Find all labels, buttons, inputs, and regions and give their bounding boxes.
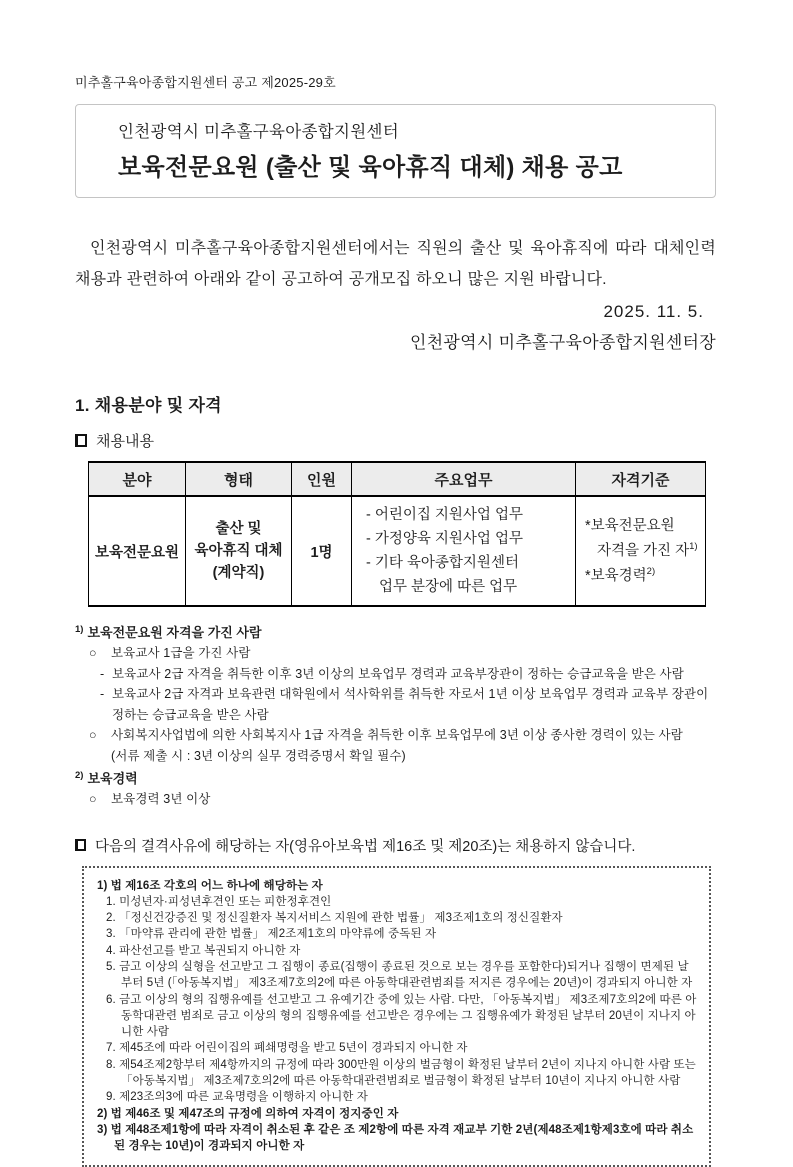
type-line: (계약직)	[212, 565, 265, 581]
disqualification-heading: 다음의 결격사유에 해당하는 자(영유아보육법 제16조 및 제20조)는 채용하지 않습니다.	[75, 835, 716, 856]
duty-line: - 기타 육아종합지원센터	[366, 555, 519, 571]
duty-line: - 어린이집 지원사업 업무	[366, 507, 523, 523]
recruitment-table	[88, 461, 706, 607]
recruitment-content-subheading	[75, 430, 716, 451]
footnote-ref: 1)	[689, 540, 698, 552]
footnote-item: - 보육교사 2급 자격을 취득한 이후 3년 이상의 보육업무 경력과 교육부장관이 정하는 승급교육을 받은 사람	[100, 666, 684, 681]
qual-line: 자격을 가진 자$^{1)}$	[597, 540, 698, 559]
disq-item: 5. 금고 이상의 실형을 선고받고 그 집행이 종료(집행이 종료된 것으로 보는 경우를 포함한다)되거나 집행이 면제된 날부터 5년 (「아동복지법」 제3조제7호의2에 따른 아동학대관련범죄를 저지른 경우에는 20년)이 경과되지 아니한 자	[106, 960, 693, 990]
column-header-duties: 주요업무	[352, 462, 576, 496]
page-title: 보육전문요원 (출산 및 육아휴직 대체) 채용 공고	[118, 154, 623, 181]
duty-line: - 가정양육 지원사업 업무	[366, 531, 523, 547]
cell-type	[186, 496, 292, 606]
qual-line: *보육경력$^{2)}$	[585, 565, 656, 584]
disq-item: 3. 「마약류 관리에 관한 법률」 제2조제1호의 마약류에 중독된 자	[106, 928, 437, 941]
column-header-field: 분야	[89, 462, 186, 496]
announcement-date: 2025. 11. 5.	[603, 302, 704, 321]
footnote-item: - 보육교사 2급 자격과 보육관련 대학원에서 석사학위를 취득한 자로서 1년 이상 보육업무 경력과 교육부 장관이 정하는 승급교육을 받은 사람	[100, 687, 709, 722]
qual-line: *보육전문요원	[585, 517, 675, 534]
disq-item: 9. 제23조의3에 따른 교육명령을 이행하지 아니한 자	[106, 1091, 369, 1104]
footnote-ref: 2)	[646, 565, 656, 577]
footnote-item: ○ 보육경력 3년 이상	[89, 792, 211, 806]
disq-item: 4. 파산선고를 받고 복권되지 아니한 자	[106, 944, 301, 957]
disq-item: 1) 법 제16조 각호의 어느 하나에 해당하는 자	[97, 879, 323, 892]
disq-item: 7. 제45조에 따라 어린이집의 폐쇄명령을 받고 5년이 경과되지 아니한 자	[106, 1042, 468, 1055]
section-1-heading: 1. 채용분야 및 자격	[75, 396, 222, 415]
disqualification-box	[82, 866, 711, 1167]
footnote-1-title: $^{1)}$ 보육전문요원 자격을 가진 사람	[75, 623, 262, 640]
column-header-count: 인원	[292, 462, 352, 496]
column-header-qualifications: 자격기준	[576, 462, 706, 496]
title-box	[75, 104, 716, 198]
footnote-marker: 1)	[75, 623, 84, 635]
duty-line: 업무 분장에 따른 업무	[379, 579, 518, 595]
subheading-label: 채용내용	[96, 433, 154, 450]
square-bullet-icon	[75, 434, 87, 447]
org-name: 인천광역시 미추홀구육아종합지원센터	[118, 123, 399, 141]
disq-item: 3) 법 제48조제1항에 따라 자격이 취소된 후 같은 조 제2항에 따른 자격 재교부 기한 2년(제48조제1항제3호에 따라 취소된 경우는 10년)이 경과되지 아니한 자	[97, 1123, 694, 1153]
cell-count: 1명	[292, 496, 352, 606]
footnote-2-title: $^{2)}$ 보육경력	[75, 769, 138, 786]
footnote-item: (서류 제출 시 : 3년 이상의 실무 경력증명서 확일 필수)	[111, 748, 406, 763]
cell-duties	[352, 496, 576, 606]
signer-title: 인천광역시 미추홀구육아종합지원센터장	[409, 333, 716, 352]
footnote-marker: 2)	[75, 769, 84, 781]
disq-item: 2) 법 제46조 및 제47조의 규정에 의하여 자격이 정지중인 자	[97, 1107, 399, 1120]
footnote-item: ○ 사회복지사업법에 의한 사회복지사 1급 자격을 취득한 이후 보육업무에 3년 이상 종사한 경력이 있는 사람	[89, 728, 683, 742]
table-header-row	[89, 462, 706, 496]
column-header-type: 형태	[186, 462, 292, 496]
disq-item: 2. 「정신건강증진 및 정신질환자 복지서비스 지원에 관한 법률」 제3조제1호의 정신질환자	[106, 912, 563, 925]
footnote-item: ○ 보육교사 1급을 가진 사람	[89, 646, 251, 660]
table-row	[89, 496, 706, 606]
square-bullet-icon	[75, 839, 86, 851]
type-line: 출산 및	[215, 521, 262, 537]
intro-paragraph: 인천광역시 미추홀구육아종합지원센터에서는 직원의 출산 및 육아휴직에 따라 대체인력 채용과 관련하여 아래와 같이 공고하여 공개모집 하오니 많은 지원 바랍니다.	[75, 240, 716, 288]
cell-field: 보육전문요원	[89, 496, 186, 606]
cell-qualifications	[576, 496, 706, 606]
doc-number: 미추홀구육아종합지원센터 공고 제2025-29호	[75, 75, 336, 90]
type-line: 육아휴직 대체	[194, 543, 283, 559]
disq-item: 1. 미성년자·피성년후견인 또는 피한정후견인	[106, 895, 332, 908]
disq-item: 8. 제54조제2항부터 제4항까지의 규정에 따라 300만원 이상의 벌금형이 확정된 날부터 2년이 지나지 아니한 사람 또는 「아동복지법」 제3조제7호의2에 따른 아동학대관련범죄로 벌금형이 확정된 날부터 10년이 지나지 아니한 사람	[106, 1058, 696, 1088]
footnotes	[75, 622, 716, 810]
disq-item: 6. 금고 이상의 형의 집행유예를 선고받고 그 유예기간 중에 있는 사람. 다만, 「아동복지법」 제3조제7호의2에 따른 아동학대관련 범죄로 금고 이상의 형의 집행유예를 선고받은 경우에는 그 집행유예가 확정된 날부터 20년이 지나지 아니한 사람	[106, 993, 697, 1039]
